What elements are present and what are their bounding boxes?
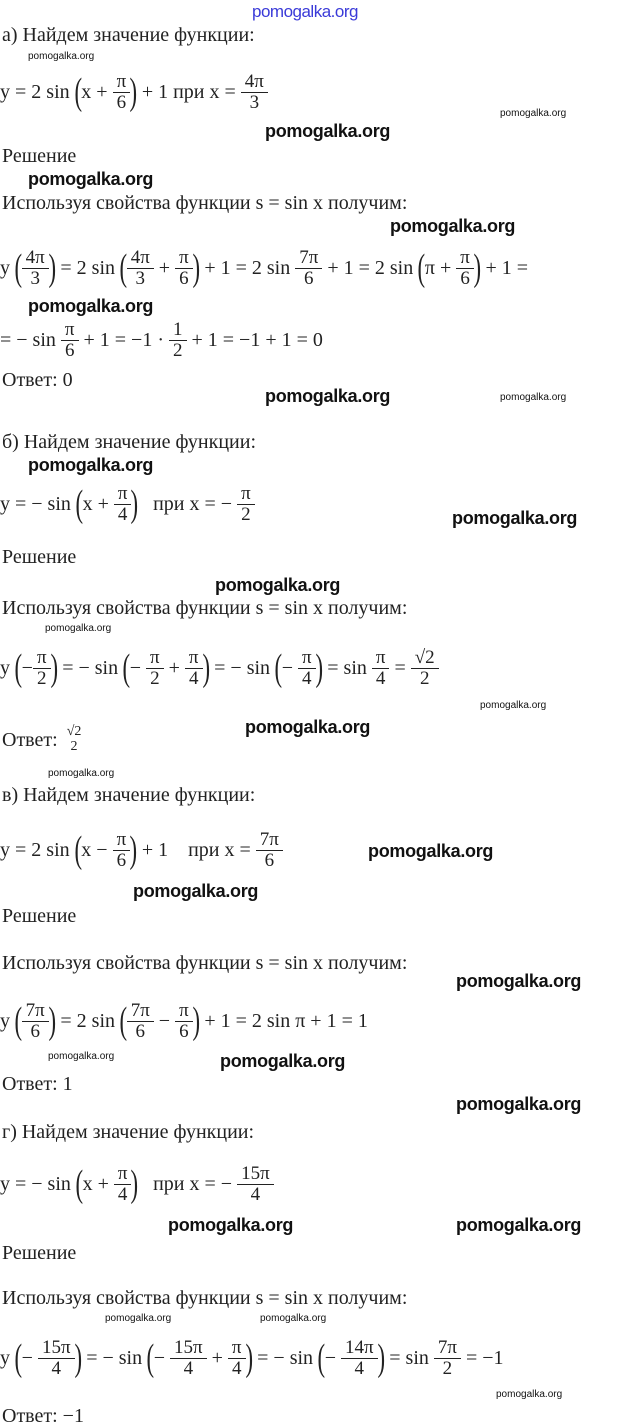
math-parenthesis: ) <box>315 647 323 689</box>
numerator: 15π <box>241 1162 270 1184</box>
math-fraction <box>116 1164 130 1205</box>
denominator: 3 <box>22 268 49 289</box>
math-parenthesis: ( <box>74 829 82 871</box>
denominator: 6 <box>127 1021 154 1042</box>
denominator: 4 <box>38 1358 75 1379</box>
watermark: pomogalka.org <box>28 169 154 189</box>
denominator: 3 <box>127 268 154 289</box>
section-b-solution-line-1 <box>0 640 439 696</box>
section-a-solution-line-1 <box>0 240 528 296</box>
section-g-solution-line-1 <box>0 1330 504 1386</box>
denominator: 6 <box>456 268 474 289</box>
math-fraction <box>148 648 162 689</box>
math-text: y = 2 sin <box>0 838 75 861</box>
section-v-heading: в) Найдем значение функции: <box>2 784 256 806</box>
math-text: = − sin <box>81 1346 148 1369</box>
denominator: 3 <box>241 92 268 113</box>
numerator: π <box>117 482 128 504</box>
watermark: pomogalka.org <box>265 121 391 141</box>
math-text: = <box>389 656 411 679</box>
watermark: pomogalka.org <box>456 1094 582 1114</box>
section-a-heading: а) Найдем значение функции: <box>2 24 255 46</box>
numerator: π <box>36 646 47 668</box>
math-parenthesis: ) <box>129 829 138 871</box>
math-parenthesis: ( <box>75 483 84 525</box>
math-text: + 1 = <box>480 256 529 279</box>
section-b-formula <box>0 476 255 532</box>
watermark: pomogalka.org <box>452 508 578 528</box>
section-g-using-text: Используя свойства функции s = sin x получим: <box>2 1287 408 1309</box>
math-text: при x = − <box>138 1172 238 1195</box>
numerator: 7π <box>25 999 45 1021</box>
section-a-solution-line-2 <box>0 312 323 368</box>
math-text: + 1 = −1 · <box>78 328 169 351</box>
denominator: 6 <box>113 92 131 113</box>
section-a-formula <box>0 64 268 120</box>
watermark: pomogalka.org <box>456 971 582 991</box>
math-parenthesis: ) <box>50 647 58 689</box>
math-text: + 1 при x = <box>136 80 241 103</box>
watermark: pomogalka.org <box>480 700 547 711</box>
watermark: pomogalka.org <box>48 768 115 779</box>
math-text: + <box>206 1346 228 1369</box>
math-parenthesis: ( <box>122 647 131 689</box>
section-v-using-text: Используя свойства функции s = sin x получим: <box>2 952 408 974</box>
math-text: + 1 = 2 sin <box>199 256 296 279</box>
math-text: y <box>0 1346 15 1369</box>
math-fraction <box>230 1338 244 1379</box>
numerator: π <box>231 1336 242 1358</box>
math-text: x + <box>82 1172 114 1195</box>
section-a-answer: Ответ: 0 <box>2 369 73 391</box>
math-fraction <box>374 648 388 689</box>
denominator: 2 <box>434 1358 461 1379</box>
math-parenthesis: ( <box>119 1000 128 1042</box>
denominator: 4 <box>114 1184 132 1205</box>
math-parenthesis: ( <box>14 1337 23 1379</box>
section-g-formula <box>0 1156 274 1212</box>
math-text: − <box>324 1346 341 1369</box>
denominator: 4 <box>341 1358 378 1379</box>
math-parenthesis: ) <box>130 483 139 525</box>
section-v-solution-line-1 <box>0 993 368 1049</box>
math-parenthesis: ) <box>192 247 200 289</box>
denominator: 2 <box>237 504 255 525</box>
denominator: 2 <box>70 739 78 754</box>
math-fraction <box>40 1338 73 1379</box>
math-text: x + <box>81 80 113 103</box>
answer-label: Ответ: <box>2 728 63 751</box>
math-fraction <box>458 248 472 289</box>
denominator: 4 <box>185 668 203 689</box>
math-fraction <box>115 830 129 871</box>
section-v-answer: Ответ: 1 <box>2 1073 73 1095</box>
watermark: pomogalka.org <box>390 216 516 236</box>
math-fraction <box>177 1001 191 1042</box>
math-parenthesis: ( <box>14 247 23 289</box>
denominator: 6 <box>175 1021 193 1042</box>
numerator: π <box>117 1162 128 1184</box>
numerator: 7π <box>259 828 279 850</box>
math-fraction <box>63 320 77 361</box>
watermark: pomogalka.org <box>168 1215 294 1235</box>
numerator: 7π <box>130 999 150 1021</box>
denominator: 2 <box>169 340 187 361</box>
denominator: 2 <box>33 668 51 689</box>
numerator: 4π <box>244 70 264 92</box>
math-fraction <box>297 248 320 289</box>
denominator: 6 <box>295 268 322 289</box>
section-g-answer: Ответ: −1 <box>2 1405 84 1427</box>
math-parenthesis: ( <box>146 1337 155 1379</box>
math-fraction <box>436 1338 459 1379</box>
math-text: = − sin <box>252 1346 319 1369</box>
math-fraction <box>243 72 266 113</box>
math-fraction <box>171 320 185 361</box>
math-text: + 1 = 2 sin π + 1 = 1 <box>199 1009 368 1032</box>
denominator: 6 <box>61 340 79 361</box>
watermark: pomogalka.org <box>28 51 95 62</box>
math-parenthesis: ) <box>473 247 481 289</box>
math-parenthesis: ( <box>317 1337 326 1379</box>
math-fraction <box>413 648 437 689</box>
math-parenthesis: ) <box>130 1163 139 1205</box>
math-parenthesis: ( <box>417 247 426 289</box>
math-text: − <box>153 1346 171 1369</box>
watermark: pomogalka.org <box>28 296 154 316</box>
math-text: − <box>129 656 147 679</box>
math-text: π + <box>424 256 457 279</box>
math-fraction <box>172 1338 205 1379</box>
math-text: y = − sin <box>0 1172 76 1195</box>
math-fraction <box>177 248 191 289</box>
math-fraction <box>343 1338 376 1379</box>
math-text: = − sin <box>0 328 61 351</box>
math-text: = −1 <box>460 1346 504 1369</box>
numerator: 7π <box>437 1336 457 1358</box>
math-parenthesis: ) <box>48 247 56 289</box>
watermark: pomogalka.org <box>220 1051 346 1071</box>
denominator: 2 <box>411 668 439 689</box>
math-text: = − sin <box>57 656 124 679</box>
section-b-heading: б) Найдем значение функции: <box>2 431 257 453</box>
math-text: = sin <box>384 1346 434 1369</box>
math-text: + 1 = −1 + 1 = 0 <box>186 328 323 351</box>
numerator: 7π <box>299 246 319 268</box>
answer-fraction <box>65 725 84 754</box>
numerator: 14π <box>345 1336 374 1358</box>
math-text: + <box>163 656 185 679</box>
denominator: 4 <box>298 668 316 689</box>
math-parenthesis: ( <box>14 1000 23 1042</box>
math-text: = sin <box>322 656 372 679</box>
denominator: 6 <box>113 850 131 871</box>
denominator: 4 <box>237 1184 274 1205</box>
math-text: y <box>0 1009 15 1032</box>
watermark: pomogalka.org <box>215 575 341 595</box>
math-text: + 1 при x = <box>136 838 256 861</box>
watermark: pomogalka.org <box>133 881 259 901</box>
section-v-formula <box>0 822 283 878</box>
numerator: π <box>188 646 199 668</box>
numerator: π <box>375 646 386 668</box>
math-fraction <box>239 1164 272 1205</box>
math-fraction <box>35 648 49 689</box>
math-parenthesis: ( <box>274 647 283 689</box>
denominator: 4 <box>170 1358 207 1379</box>
math-text: y = 2 sin <box>0 80 75 103</box>
watermark: pomogalka.org <box>48 1051 115 1062</box>
section-a-solution-label: Решение <box>2 145 77 167</box>
denominator: 4 <box>114 504 132 525</box>
denominator: 4 <box>372 668 390 689</box>
math-text: x + <box>82 492 114 515</box>
math-text: = − sin <box>209 656 276 679</box>
numerator: π <box>179 999 189 1021</box>
math-text: y <box>0 256 15 279</box>
math-parenthesis: ( <box>75 1163 84 1205</box>
math-parenthesis: ) <box>245 1337 253 1379</box>
denominator: 6 <box>22 1021 49 1042</box>
math-parenthesis: ) <box>129 71 138 113</box>
math-text: − <box>21 1346 38 1369</box>
numerator: 15π <box>174 1336 203 1358</box>
math-text: = 2 sin <box>55 256 121 279</box>
math-parenthesis: ( <box>14 647 23 689</box>
watermark: pomogalka.org <box>500 392 567 403</box>
math-text: x − <box>81 838 113 861</box>
numerator: π <box>302 646 312 668</box>
denominator: 4 <box>228 1358 246 1379</box>
math-fraction <box>24 1001 47 1042</box>
numerator: π <box>179 246 189 268</box>
denominator: 6 <box>256 850 283 871</box>
section-a-using-text: Используя свойства функции s = sin x получим: <box>2 192 408 214</box>
watermark: pomogalka.org <box>45 623 112 634</box>
section-b-answer <box>2 712 85 768</box>
section-b-using-text: Используя свойства функции s = sin x получим: <box>2 597 408 619</box>
numerator: 15π <box>41 1336 71 1358</box>
numerator: √2 <box>66 724 82 740</box>
watermark: pomogalka.org <box>105 1313 172 1324</box>
watermark: pomogalka.org <box>496 1389 563 1400</box>
math-text: = 2 sin <box>55 1009 121 1032</box>
math-text: − <box>21 656 33 679</box>
math-parenthesis: ( <box>74 71 82 113</box>
numerator: 4π <box>130 246 150 268</box>
math-parenthesis: ) <box>377 1337 385 1379</box>
math-parenthesis: ) <box>48 1000 56 1042</box>
math-fraction <box>115 72 129 113</box>
denominator: 2 <box>146 668 164 689</box>
watermark: pomogalka.org <box>245 717 371 737</box>
math-text: при x = − <box>138 492 238 515</box>
math-text: − <box>153 1009 176 1032</box>
watermark: pomogalka.org <box>456 1215 582 1235</box>
math-text: + 1 = 2 sin <box>322 256 419 279</box>
watermark: pomogalka.org <box>368 841 494 861</box>
math-fraction <box>239 484 253 525</box>
section-b-solution-label: Решение <box>2 546 77 568</box>
section-v-solution-label: Решение <box>2 905 77 927</box>
math-parenthesis: ) <box>192 1000 200 1042</box>
numerator: π <box>150 646 160 668</box>
watermark: pomogalka.org <box>500 108 567 119</box>
math-fraction <box>258 830 281 871</box>
numerator: √2 <box>414 646 435 668</box>
math-text: y <box>0 656 15 679</box>
math-text: + <box>153 256 176 279</box>
watermark: pomogalka.org <box>265 386 391 406</box>
math-parenthesis: ) <box>202 647 210 689</box>
math-fraction <box>129 248 152 289</box>
watermark: pomogalka.org <box>28 455 154 475</box>
math-text: − <box>281 656 298 679</box>
numerator: π <box>116 70 127 92</box>
denominator: 6 <box>175 268 193 289</box>
math-fraction <box>187 648 201 689</box>
section-g-heading: г) Найдем значение функции: <box>2 1121 255 1143</box>
numerator: 4π <box>25 246 45 268</box>
math-fraction <box>300 648 314 689</box>
numerator: π <box>116 828 127 850</box>
math-fraction <box>129 1001 152 1042</box>
math-parenthesis: ) <box>74 1337 82 1379</box>
header-watermark: pomogalka.org <box>252 2 358 21</box>
math-fraction <box>116 484 130 525</box>
numerator: π <box>241 482 251 504</box>
numerator: π <box>460 246 470 268</box>
numerator: π <box>64 318 75 340</box>
numerator: 1 <box>173 318 183 340</box>
math-fraction <box>24 248 47 289</box>
math-text: y = − sin <box>0 492 76 515</box>
section-g-solution-label: Решение <box>2 1242 77 1264</box>
watermark: pomogalka.org <box>260 1313 327 1324</box>
math-parenthesis: ( <box>119 247 128 289</box>
